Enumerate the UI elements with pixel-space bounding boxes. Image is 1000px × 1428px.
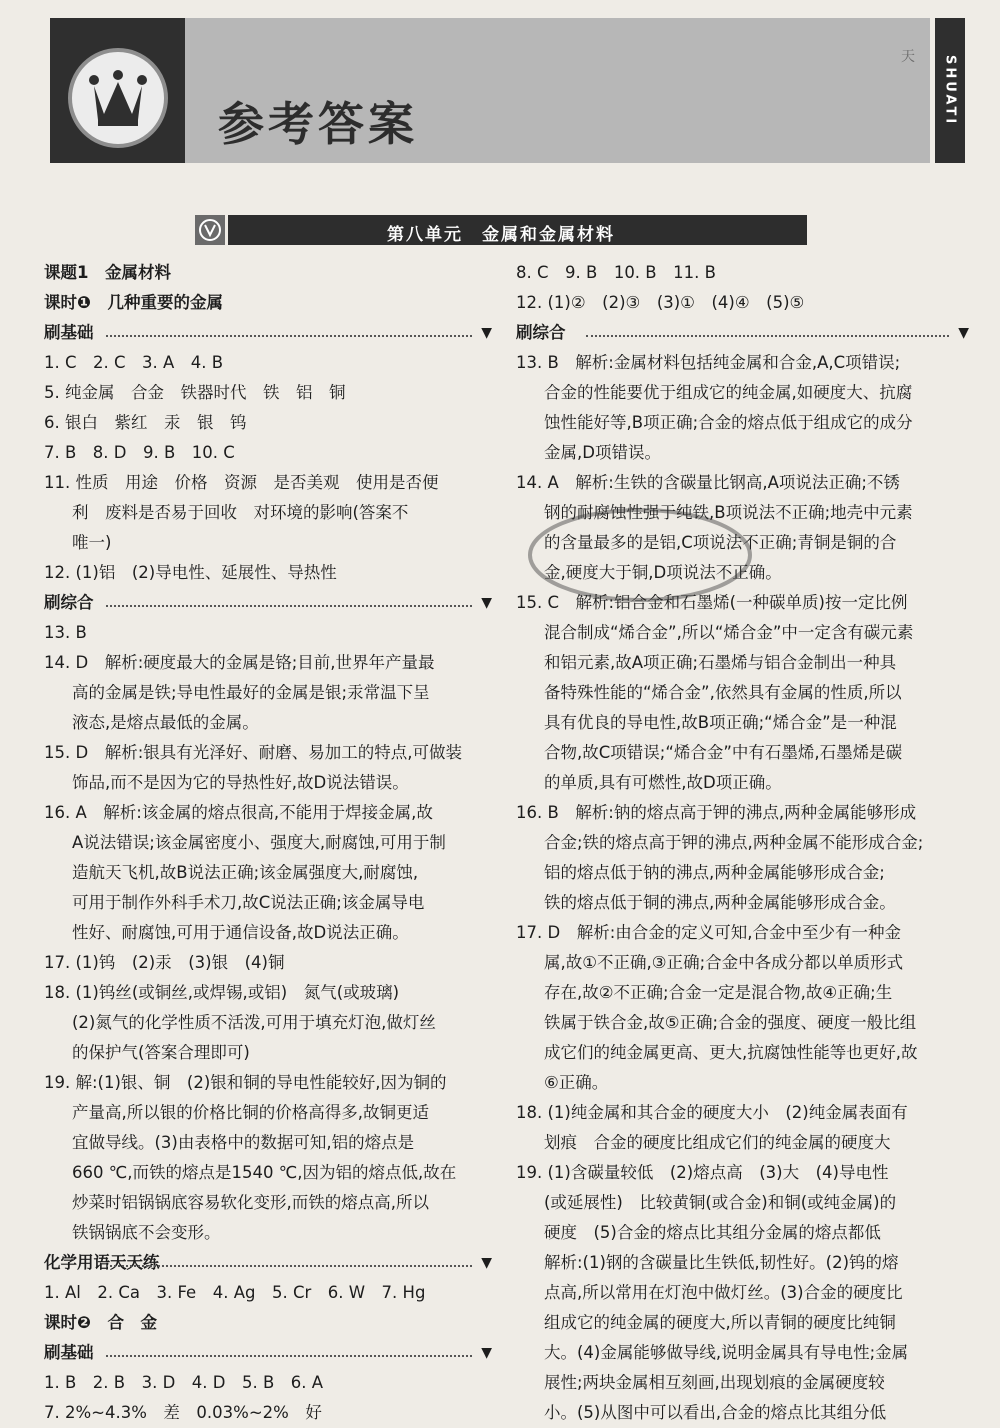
lesson-heading: 课时❷ 合 金 [44,1313,157,1332]
answer-line: 金属,D项错误。 [544,443,661,462]
answer-line: 14. A 解析:生铁的含碳量比钢高,A项说法正确;不锈 [516,473,900,492]
lesson-heading: 课时❶ 几种重要的金属 [44,293,223,312]
answer-line: 铝的熔点低于钠的沸点,两种金属能够形成合金; [544,863,885,882]
triangle-down-icon: ▼ [481,1255,492,1271]
answer-line: 组成它的纯金属的硬度大,所以青铜的硬度比纯铜 [544,1313,896,1332]
page-header [50,18,930,163]
answer-line: 炒菜时铝锅锅底容易软化变形,而铁的熔点高,所以 [72,1193,429,1212]
answer-line: 的单质,具有可燃性,故D项正确。 [544,773,782,792]
triangle-down-icon: ▼ [481,595,492,611]
dotted-rule [586,335,949,337]
answer-line: 解析:(1)钢的含碳量比生铁低,韧性好。(2)钨的熔 [544,1253,899,1272]
answer-line: 划痕 合金的硬度比组成它们的纯金属的硬度大 [544,1133,891,1152]
answer-line: 18. (1)钨丝(或铜丝,或焊锡,或铝) 氮气(或玻璃) [44,983,400,1002]
answer-line: 7. 2%~4.3% 差 0.03%~2% 好 [44,1403,322,1422]
answer-line: 17. (1)钨 (2)汞 (3)银 (4)铜 [44,953,285,972]
answer-line: 12. (1)② (2)③ (3)① (4)④ (5)⑤ [516,293,805,312]
left-column [44,258,494,1428]
answer-line: 造航天飞机,故B说法正确;该金属强度大,耐腐蚀, [72,863,419,882]
answer-line: 宜做导线。(3)由表格中的数据可知,铝的熔点是 [72,1133,415,1152]
dotted-rule [106,1355,472,1357]
answer-line: 1. C 2. C 3. A 4. B [44,353,224,372]
answer-line: 大。(4)金属能够做导线,说明金属具有导电性;金属 [544,1343,909,1362]
answer-line: 小。(5)从图中可以看出,合金的熔点比其组分低 [544,1403,887,1422]
answer-line: 5. 纯金属 合金 铁器时代 铁 铝 铜 [44,383,346,402]
answer-line: 存在,故②不正确;合金一定是混合物,故④正确;生 [544,983,893,1002]
answer-line: 性好、耐腐蚀,可用于通信设备,故D说法正确。 [72,923,409,942]
watermark-stamp [520,490,760,620]
answer-line: 可用于制作外科手术刀,故C说法正确;该金属导电 [72,893,425,912]
right-column [516,258,971,1428]
page-title: 参考答案 [218,97,418,151]
crown-logo [68,48,168,148]
section-heading [44,1248,494,1278]
crown-icon [86,70,150,130]
answer-line: 16. B 解析:钠的熔点高于钾的沸点,两种金属能够形成 [516,803,917,822]
answer-line: 660 ℃,而铁的熔点是1540 ℃,因为铝的熔点低,故在 [72,1163,457,1182]
answer-line: 硬度 (5)合金的熔点比其组分金属的熔点都低 [544,1223,881,1242]
answer-line: 19. 解:(1)银、铜 (2)银和铜的导电性能较好,因为铜的 [44,1073,447,1092]
answer-line: 15. C 解析:铝合金和石墨烯(一种碳单质)按一定比例 [516,593,908,612]
answer-line: 混合制成“烯合金”,所以“烯合金”中一定含有碳元素 [544,623,914,642]
section-label: 刷综合 [44,593,94,612]
answer-line: 17. D 解析:由合金的定义可知,合金中至少有一种金 [516,923,901,942]
answer-line: 液态,是熔点最低的金属。 [72,713,259,732]
section-label: 刷基础 [44,323,94,342]
answer-line: 和铝元素,故A项正确;石墨烯与铝合金制出一种具 [544,653,897,672]
answer-line: 铁的熔点低于铜的沸点,两种金属能够形成合金。 [544,893,896,912]
answer-line: 14. D 解析:硬度最大的金属是铬;目前,世界年产量最 [44,653,435,672]
answer-line: ⑥正确。 [544,1073,609,1092]
section-label: 刷综合 [516,323,566,342]
dotted-rule [106,605,472,607]
answer-line: 利 废料是否易于回收 对环境的影响(答案不 [72,503,409,522]
header-corner-text: 天 [901,49,915,65]
answer-line: 备特殊性能的“烯合金”,依然具有金属的性质,所以 [544,683,902,702]
answer-line: 7. B 8. D 9. B 10. C [44,443,235,462]
answer-line: 唯一) [72,533,112,552]
answer-line: 8. C 9. B 10. B 11. B [516,263,716,282]
triangle-down-icon: ▼ [481,1345,492,1361]
answer-line: 属,故①不正确,③正确;合金中各成分都以单质形式 [544,953,904,972]
answer-line: 展性;两块金属相互刻画,出现划痕的金属硬度较 [544,1373,885,1392]
section-heading [44,318,494,348]
answer-line: 金,硬度大于铜,D项说法不正确。 [544,563,782,582]
answer-line: A说法错误;该金属密度小、强度大,耐腐蚀,可用于制 [72,833,446,852]
answer-line: 蚀性能好等,B项正确;合金的熔点低于组成它的成分 [544,413,913,432]
answer-line: 11. 性质 用途 价格 资源 是否美观 使用是否便 [44,473,439,492]
lesson-heading: 课题1 金属材料 [44,263,171,282]
answer-line: 成它们的纯金属更高、更大,抗腐蚀性能等也更好,故 [544,1043,918,1062]
answer-line: 具有优良的导电性,故B项正确;“烯合金”是一种混 [544,713,897,732]
logo-panel [50,18,185,163]
unit-title: 第八单元 金属和金属材料 [387,225,615,245]
dotted-rule [106,335,472,337]
section-label: 化学用语天天练 [44,1253,160,1272]
answer-line: 铁锅锅底不会变形。 [72,1223,221,1242]
answer-line: 13. B 解析:金属材料包括纯金属和合金,A,C项错误; [516,353,901,372]
answer-line: 16. A 解析:该金属的熔点很高,不能用于焊接金属,故 [44,803,433,822]
answer-line: 18. (1)纯金属和其合金的硬度大小 (2)纯金属表面有 [516,1103,908,1122]
answer-line: 合金;铁的熔点高于钾的沸点,两种金属不能形成合金; [544,833,924,852]
answer-line: (2)氮气的化学性质不活泼,可用于填充灯泡,做灯丝 [72,1013,436,1032]
triangle-down-icon: ▼ [958,325,969,341]
section-heading [44,1338,494,1368]
answer-line: 的含量最多的是铝,C项说法不正确;青铜是铜的合 [544,533,897,552]
dotted-rule [106,1265,472,1267]
side-tab: SHUATI [935,18,965,163]
unit-title-bar [195,215,807,245]
answer-line: 的保护气(答案合理即可) [72,1043,250,1062]
answer-line: 钢的耐腐蚀性强于纯铁,B项说法不正确;地壳中元素 [544,503,913,522]
section-heading [44,588,494,618]
answer-line: 饰品,而不是因为它的导热性好,故D说法错误。 [72,773,409,792]
answer-line: 12. (1)铝 (2)导电性、延展性、导热性 [44,563,337,582]
answer-line: 6. 银白 紫红 汞 银 钨 [44,413,247,432]
answer-line: (或延展性) 比较黄铜(或合金)和铜(或纯金属)的 [544,1193,897,1212]
answer-line: 铁属于铁合金,故⑤正确;合金的强度、硬度一般比组 [544,1013,917,1032]
answer-line: 合物,故C项错误;“烯合金”中有石墨烯,石墨烯是碳 [544,743,903,762]
answer-line: 高的金属是铁;导电性最好的金属是银;汞常温下呈 [72,683,430,702]
answer-line: 13. B [44,623,87,642]
answer-line: 1. B 2. B 3. D 4. D 5. B 6. A [44,1373,324,1392]
answer-line: 15. D 解析:银具有光泽好、耐磨、易加工的特点,可做装 [44,743,462,762]
answer-line: 点高,所以常用在灯泡中做灯丝。(3)合金的硬度比 [544,1283,903,1302]
answer-line: 19. (1)含碳量较低 (2)熔点高 (3)大 (4)导电性 [516,1163,889,1182]
answer-line: 1. Al 2. Ca 3. Fe 4. Ag 5. Cr 6. W 7. Hg [44,1283,426,1302]
answer-line: 产量高,所以银的价格比铜的价格高得多,故铜更适 [72,1103,429,1122]
triangle-down-icon: ▼ [481,325,492,341]
section-label: 刷基础 [44,1343,94,1362]
section-heading [516,318,971,348]
answer-line: 合金的性能要优于组成它的纯金属,如硬度大、抗腐 [544,383,913,402]
